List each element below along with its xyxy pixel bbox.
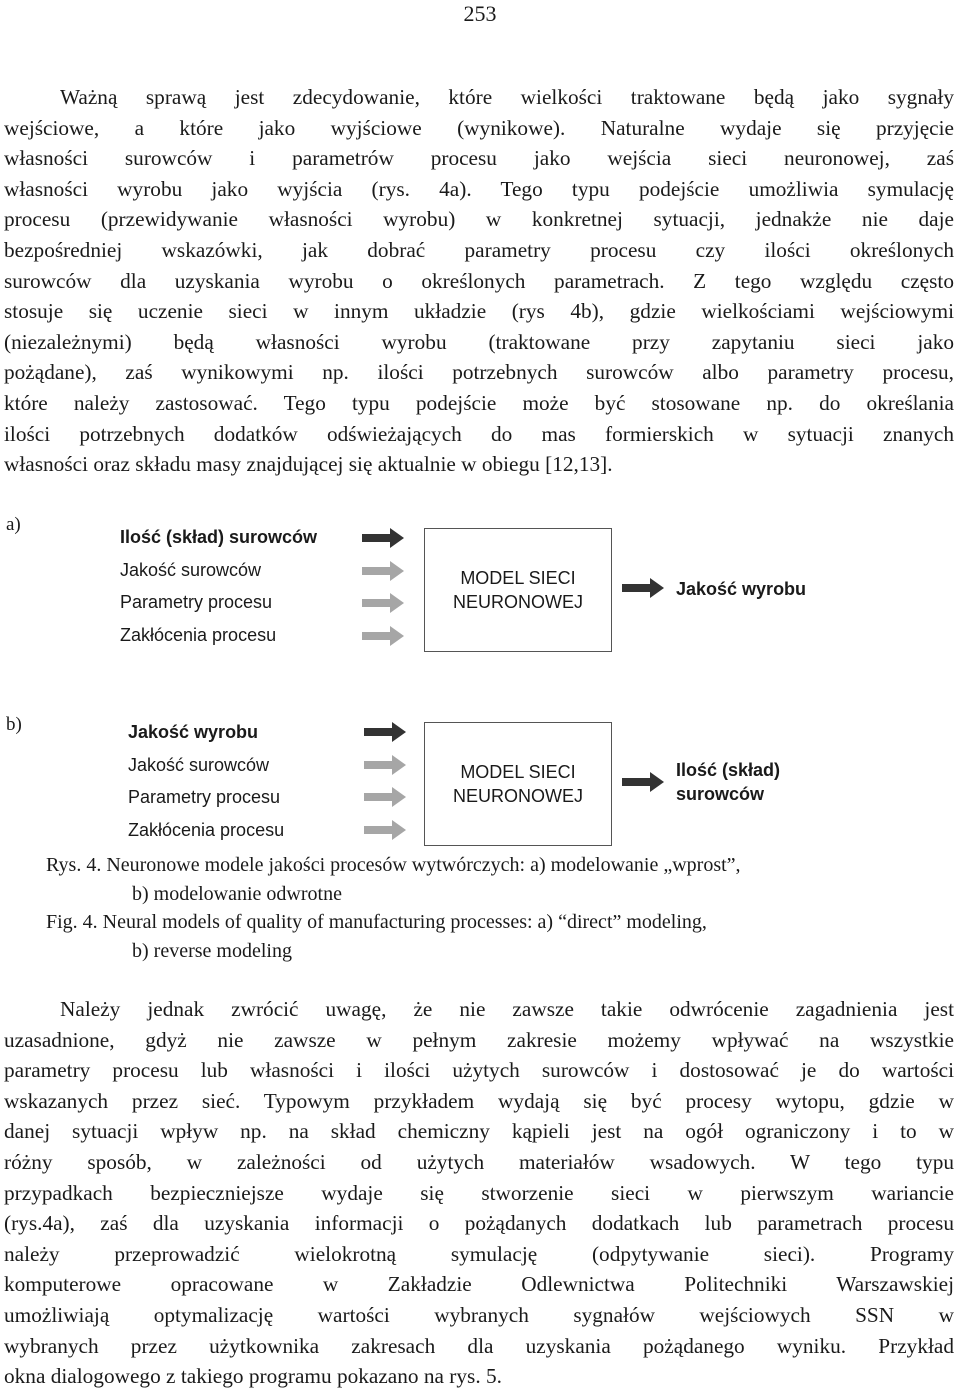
panel-b-input-4: Zakłócenia procesu — [128, 819, 285, 840]
paragraph-1 — [4, 82, 954, 480]
arrow-light-icon — [364, 755, 406, 775]
text-line: własności oraz składu masy znajdującej się aktualnie w obiegu [12,13]. — [4, 452, 613, 477]
model-label-line2: NEURONOWEJ — [453, 592, 583, 612]
arrow-dark-icon — [622, 772, 664, 792]
panel-a-input-1: Ilość (skład) surowców — [120, 527, 318, 547]
page-number: 253 — [463, 1, 497, 26]
text-line: Ważną sprawą jest zdecydowanie, które wielkości traktowane będą jako sygnały — [60, 85, 954, 109]
panel-a-label: a) — [6, 514, 21, 535]
panel-b-output — [676, 758, 780, 806]
figure-caption — [46, 851, 741, 965]
panel-a-model-box — [424, 528, 612, 652]
caption-pl-line2: b) modelowanie odwrotne — [132, 882, 342, 905]
text-line: należy przeprowadzić wielokrotną symulację (odpytywanie sieci). Programy — [4, 1241, 954, 1266]
panel-a-output: Jakość wyrobu — [676, 579, 807, 599]
text-line: wskazanych przez sieć. Typowym przykładem wydają się być procesy wytopu, gdzie w — [4, 1088, 954, 1113]
panel-b-input-3: Parametry procesu — [128, 787, 281, 807]
text-line: komputerowe opracowane w Zakładzie Odlewnictwa Politechniki Warszawskiej — [4, 1272, 954, 1297]
panel-b-output-line2: surowców — [676, 784, 765, 804]
model-label-line2: NEURONOWEJ — [453, 786, 583, 806]
model-label-line1: MODEL SIECI — [460, 568, 576, 588]
arrow-dark-icon — [364, 722, 406, 742]
panel-a-input-2: Jakość surowców — [120, 559, 262, 580]
arrow-light-icon — [362, 561, 404, 581]
panel-b-input-1: Jakość wyrobu — [128, 722, 259, 742]
text-line: stosuje się uczenie sieci w innym układzie (rys 4b), gdzie wielkościami wejściowymi — [4, 299, 954, 324]
panel-b-label: b) — [6, 714, 22, 735]
text-line: danej sytuacji wpływ np. na skład chemiczny kąpieli jest na ogół ograniczony i to w — [4, 1119, 954, 1144]
text-line: Należy jednak zwrócić uwagę, że nie zawsze takie odwrócenie zagadnienia jest — [60, 997, 954, 1021]
arrow-light-icon — [362, 626, 404, 646]
arrow-dark-icon — [622, 578, 664, 598]
panel-b-output-line1: Ilość (skład) — [676, 760, 781, 780]
paragraph-2 — [4, 994, 954, 1392]
text-line: uzasadnione, gdyż nie zawsze w pełnym zakresie możemy wpływać na wszystkie — [4, 1027, 954, 1052]
text-line: (rys.4a), zaś dla uzyskania informacji o pożądanych dodatkach lub parametrach procesu — [4, 1211, 954, 1236]
text-line: pożądane), zaś wynikowymi np. ilości potrzebnych surowców albo parametry procesu, — [4, 360, 954, 385]
text-line: (niezależnymi) będą własności wyrobu (traktowane przy zapytaniu sieci jako — [4, 329, 954, 354]
arrow-dark-icon — [362, 528, 404, 548]
arrow-light-icon — [364, 787, 406, 807]
text-line: ilości potrzebnych dodatków odświeżających do mas formierskich w sytuacji znanych — [4, 421, 954, 446]
arrow-light-icon — [364, 820, 406, 840]
text-line: własności surowców i parametrów procesu jako wejścia sieci neuronowej, zaś — [4, 146, 954, 171]
arrow-light-icon — [362, 593, 404, 613]
text-line: własności wyrobu jako wyjścia (rys. 4a). Tego typu podejście umożliwia symulację — [4, 176, 954, 201]
text-line: surowców dla uzyskania wyrobu o określonych parametrach. Z tego względu często — [4, 268, 954, 293]
text-line: bezpośredniej wskazówki, jak dobrać parametry procesu czy ilości określonych — [4, 237, 954, 262]
panel-b-model-box — [424, 722, 612, 846]
text-line: wybranych przez użytkownika zakresach dla uzyskania pożądanego wyniku. Przykład — [4, 1333, 954, 1358]
text-line: różny sposób, w zależności od użytych materiałów wsadowych. W tego typu — [4, 1149, 954, 1174]
text-line: umożliwiają optymalizację wartości wybranych sygnałów wejściowych SSN w — [4, 1302, 954, 1327]
panel-a-input-3: Parametry procesu — [120, 592, 273, 612]
text-line: przypadkach bezpieczniejsze wydaje się stworzenie sieci w pierwszym wariancie — [4, 1180, 954, 1205]
text-line: wejściowe, a które jako wyjściowe (wynikowe). Naturalne wydaje się przyjęcie — [4, 115, 954, 140]
caption-pl-line1: Rys. 4. Neuronowe modele jakości procesów wytwórczych: a) modelowanie „wprost”, — [46, 854, 741, 876]
panel-b-input-2: Jakość surowców — [128, 754, 270, 775]
caption-en-line1: Fig. 4. Neural models of quality of manufacturing processes: a) “direct” modeling, — [46, 911, 707, 933]
text-line: procesu (przewidywanie własności wyrobu) w konkretnej sytuacji, jednakże nie daje — [4, 207, 954, 232]
text-line: parametry procesu lub własności i ilości użytych surowców i dostosować je do wartości — [4, 1058, 954, 1083]
caption-en-line2: b) reverse modeling — [132, 939, 292, 962]
text-line: okna dialogowego z takiego programu pokazano na rys. 5. — [4, 1364, 502, 1389]
model-label-line1: MODEL SIECI — [460, 762, 576, 782]
text-line: które należy zastosować. Tego typu podejście może być stosowane np. do określania — [4, 390, 954, 415]
panel-a-input-4: Zakłócenia procesu — [120, 624, 277, 645]
